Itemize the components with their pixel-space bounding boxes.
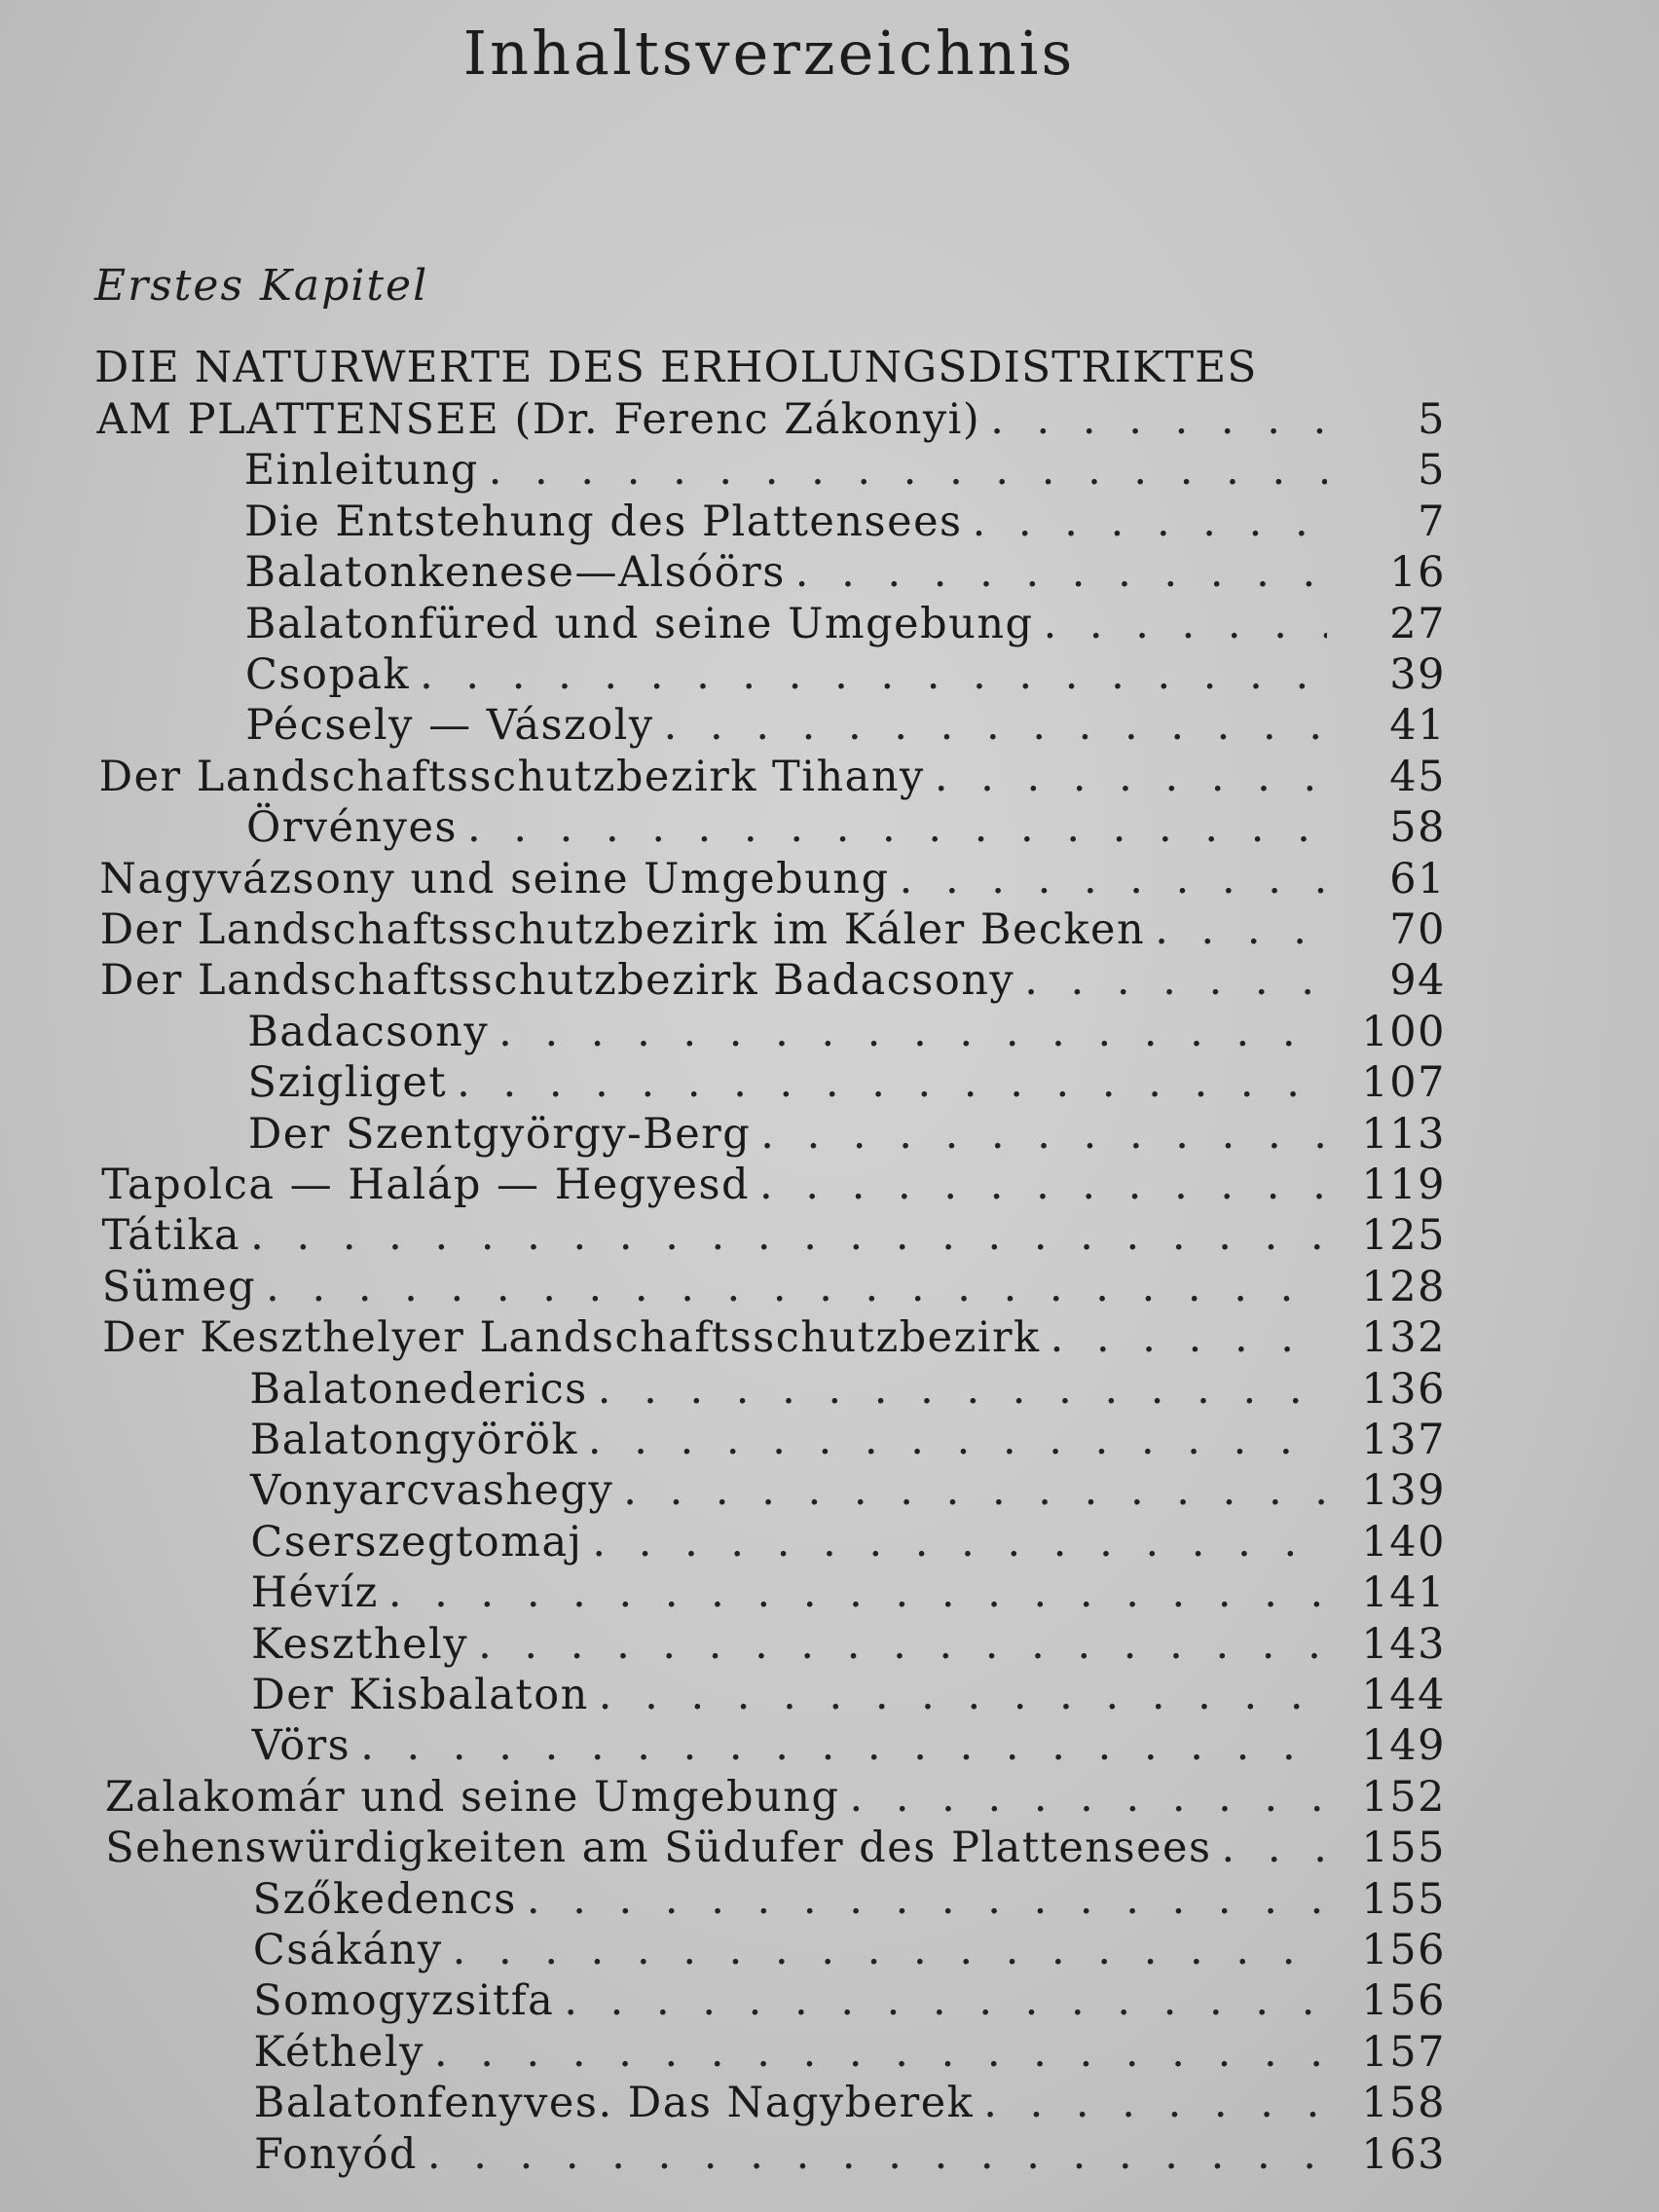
dot-leader (266, 1262, 1327, 1312)
dot-leader (1222, 1823, 1327, 1873)
toc-entry (253, 2027, 1446, 2078)
toc-entry (100, 955, 1446, 1006)
dot-leader (849, 1772, 1327, 1823)
dot-leader (457, 1057, 1327, 1108)
toc-entry-label: Tapolca — Haláp — Hegyesd (101, 1161, 751, 1209)
dot-leader (760, 1109, 1327, 1160)
toc-entry-label: Hévíz (250, 1568, 379, 1618)
dot-leader (598, 1364, 1327, 1415)
toc-entry (101, 1160, 1446, 1210)
toc-entry-label: Vörs (251, 1721, 351, 1771)
toc-entry (102, 1312, 1446, 1363)
toc-entry-page-number: 61 (1389, 854, 1446, 903)
toc-entry-page-number: 158 (1361, 2079, 1446, 2128)
toc-entry-page-number: 16 (1389, 548, 1446, 598)
section-heading: DIE NATURWERTE DES ERHOLUNGSDISTRIKTES (94, 343, 1258, 392)
toc-entry (246, 802, 1446, 853)
toc-entry-label: Die Entstehung des Plattensees (244, 497, 963, 546)
dot-leader (1044, 599, 1327, 649)
toc-entry (99, 854, 1446, 904)
dot-leader (588, 1415, 1327, 1465)
page-title: Inhaltsverzeichnis (462, 18, 1076, 89)
toc-entry-page-number: 125 (1361, 1211, 1446, 1261)
toc-entry-label: Csopak (245, 650, 411, 699)
dot-leader (973, 497, 1327, 547)
toc-entry (244, 445, 1446, 496)
toc-entry (251, 1567, 1446, 1618)
toc-entry (100, 904, 1446, 955)
toc-entry-label: Der Szentgyörgy-Berg (247, 1109, 752, 1159)
toc-entry (248, 1109, 1446, 1160)
toc-entry-page-number: 70 (1389, 905, 1446, 954)
toc-entry-page-number: 39 (1389, 650, 1446, 699)
toc-entry (254, 2129, 1446, 2180)
dot-leader (467, 802, 1327, 853)
toc-entry-page-number: 144 (1361, 1671, 1446, 1719)
dot-leader (623, 1465, 1327, 1516)
toc-entry-page-number: 155 (1361, 1874, 1446, 1924)
toc-entry-label: Kéthely (253, 2027, 424, 2077)
toc-entry-label: Der Landschaftsschutzbezirk Badacsony (99, 956, 1015, 1006)
toc-entry-page-number: 27 (1389, 599, 1446, 648)
toc-entry (245, 649, 1446, 700)
toc-entry-page-number: 128 (1361, 1262, 1446, 1311)
toc-entry-page-number: 132 (1361, 1313, 1446, 1363)
toc-entry-page-number: 155 (1361, 1824, 1446, 1873)
toc-entry-page-number: 41 (1389, 701, 1446, 751)
toc-entry (254, 2078, 1446, 2128)
toc-entry-label: Csákány (252, 1926, 443, 1974)
toc-entry-label: Der Kisbalaton (251, 1671, 589, 1719)
dot-leader (478, 1619, 1327, 1670)
toc-entry (250, 1415, 1446, 1465)
toc-entry-label: Fonyód (254, 2129, 418, 2179)
toc-entry-page-number: 149 (1361, 1721, 1446, 1771)
toc-entry-label: Zalakomár und seine Umgebung (104, 1772, 840, 1822)
toc-entry-label: Nagyvázsony und seine Umgebung (99, 854, 890, 903)
toc-entry-label: Pécsely — Vászoly (245, 701, 654, 751)
toc-entry-label: AM PLATTENSEE (Dr. Ferenc Zákonyi) (96, 395, 981, 444)
toc-entry-page-number: 137 (1361, 1416, 1446, 1464)
dot-leader (795, 547, 1327, 598)
dot-leader (900, 854, 1327, 904)
toc-entry-page-number: 163 (1361, 2129, 1446, 2179)
toc-entry-page-number: 7 (1418, 497, 1446, 546)
toc-entry-page-number: 143 (1361, 1619, 1446, 1669)
dot-leader (759, 1160, 1327, 1210)
toc-entry-label: Somogyzsitfa (253, 1976, 555, 2026)
toc-entry-page-number: 136 (1361, 1364, 1446, 1414)
dot-leader (1155, 904, 1327, 955)
toc-entry-page-number: 100 (1361, 1007, 1446, 1056)
toc-entry (252, 1720, 1446, 1771)
toc-entry (244, 497, 1446, 547)
toc-entry-page-number: 157 (1361, 2027, 1446, 2077)
dot-leader (453, 1925, 1327, 1975)
toc-entry-page-number: 152 (1361, 1772, 1446, 1822)
toc-entry-label: Einleitung (243, 446, 479, 496)
dot-leader (564, 1975, 1327, 2026)
dot-leader (1051, 1312, 1327, 1363)
toc-entry-label: Balatonkenese—Alsóörs (244, 548, 786, 598)
toc-entry-label: Szőkedencs (252, 1874, 517, 1924)
dot-leader (360, 1720, 1327, 1771)
dot-leader (592, 1517, 1327, 1567)
toc-entry (105, 1772, 1446, 1823)
toc-entry-page-number: 58 (1389, 803, 1446, 853)
toc-entry-page-number: 141 (1361, 1568, 1446, 1618)
toc-entry-page-number: 156 (1361, 1926, 1446, 1974)
dot-leader (935, 752, 1327, 802)
toc-entry (250, 1465, 1446, 1516)
toc-entry-label: Balatonfüred und seine Umgebung (244, 599, 1034, 648)
toc-entry-page-number: 45 (1389, 752, 1446, 801)
dot-leader (420, 649, 1327, 700)
toc-entry (96, 394, 1446, 445)
toc-entry (250, 1517, 1446, 1567)
toc-entry (101, 1210, 1446, 1261)
toc-entry-page-number: 113 (1361, 1109, 1446, 1159)
toc-entry-label: Balatonfenyves. Das Nagyberek (253, 2079, 975, 2128)
toc-entry (253, 1975, 1446, 2026)
dot-leader (990, 394, 1327, 445)
toc-entry (105, 1823, 1446, 1873)
toc-entry-page-number: 94 (1389, 956, 1446, 1006)
toc-entry-page-number: 107 (1361, 1058, 1446, 1108)
chapter-label: Erstes Kapitel (94, 261, 429, 311)
toc-entry-label: Der Keszthelyer Landschaftsschutzbezirk (102, 1313, 1041, 1363)
toc-entry-page-number: 119 (1361, 1161, 1446, 1209)
toc-entry (253, 1874, 1446, 1925)
toc-entry (245, 599, 1446, 649)
toc-entry-label: Cserszegtomaj (250, 1517, 583, 1567)
dot-leader (599, 1670, 1327, 1720)
toc-entry-label: Keszthely (250, 1619, 469, 1669)
toc-entry-label: Sehenswürdigkeiten am Südufer des Plattensees (105, 1824, 1212, 1873)
toc-entry-label: Szigliget (247, 1058, 448, 1108)
toc-entry-label: Vonyarcvashegy (250, 1466, 614, 1516)
toc-entry-page-number: 5 (1418, 446, 1446, 496)
toc-entry-label: Örvényes (245, 803, 458, 853)
dot-leader (434, 2027, 1327, 2078)
dot-leader (983, 2078, 1327, 2128)
dot-leader (664, 700, 1327, 751)
dot-leader (527, 1874, 1327, 1925)
toc-entry-label: Badacsony (247, 1007, 490, 1056)
dot-leader (489, 445, 1327, 496)
toc-entry (251, 1619, 1446, 1670)
toc-entry-page-number: 5 (1418, 395, 1446, 444)
toc-entry (245, 700, 1446, 751)
toc-entry-label: Der Landschaftsschutzbezirk im Káler Becken (99, 905, 1146, 954)
toc-entry-label: Sümeg (101, 1262, 257, 1311)
toc-entry (102, 1262, 1446, 1312)
toc-entry-label: Tátika (101, 1211, 241, 1261)
toc-entry (99, 752, 1446, 802)
toc-entry-label: Balatongyörök (249, 1416, 578, 1464)
dot-leader (498, 1007, 1327, 1057)
toc-entry-page-number: 139 (1361, 1466, 1446, 1516)
dot-leader (427, 2129, 1327, 2180)
toc-entry-label: Balatonederics (249, 1364, 588, 1414)
toc-entry (249, 1364, 1446, 1415)
toc-entry-page-number: 140 (1361, 1517, 1446, 1567)
dot-leader (1024, 955, 1327, 1006)
toc-entry (244, 547, 1446, 598)
toc-entry (253, 1925, 1446, 1975)
toc-entry-page-number: 156 (1361, 1976, 1446, 2026)
toc-entry (248, 1057, 1446, 1108)
toc-entry-label: Der Landschaftsschutzbezirk Tihany (98, 752, 925, 801)
toc-entry (247, 1007, 1446, 1057)
toc-entry (251, 1670, 1446, 1720)
dot-leader (250, 1210, 1327, 1261)
dot-leader (388, 1567, 1327, 1618)
